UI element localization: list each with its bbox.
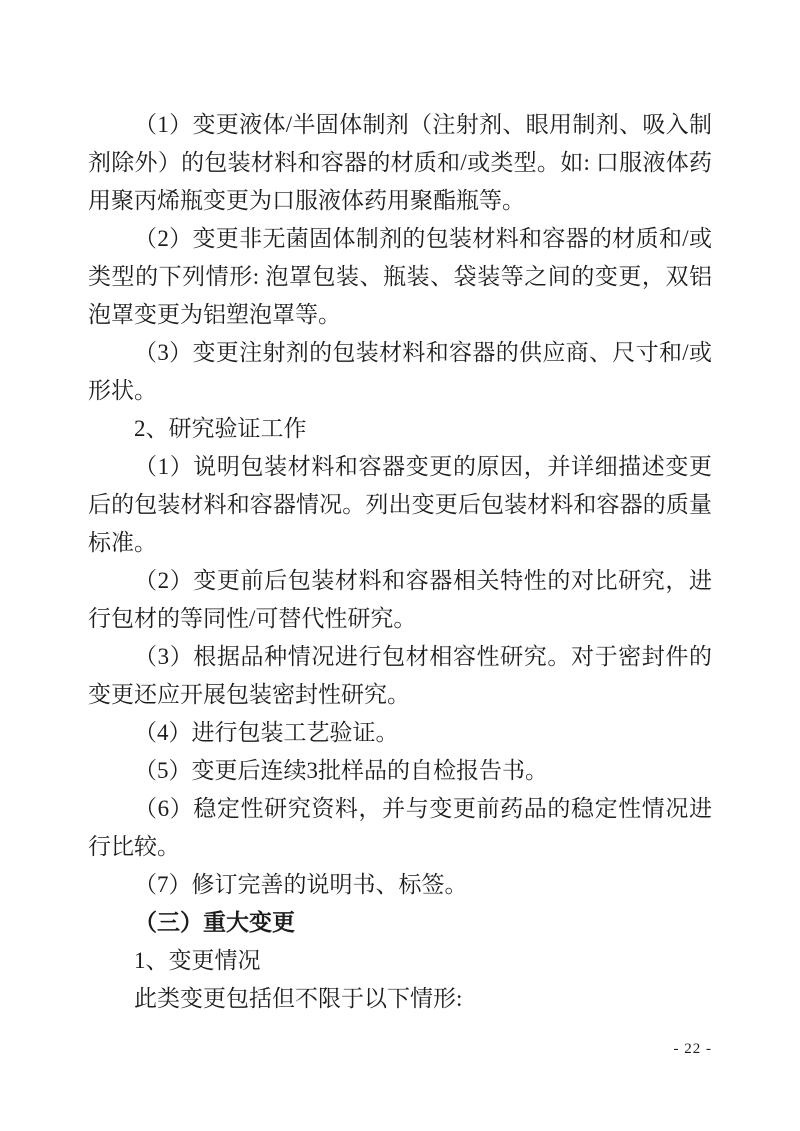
paragraph-research-3: （3）根据品种情况进行包材相容性研究。对于密封件的变更还应开展包装密封性研究。 (88, 644, 712, 707)
paragraph-item-2: （2）变更非无菌固体制剂的包装材料和容器的材质和/或类型的下列情形: 泡罩包装、瓶装、袋装等之间的变更，双铝泡罩变更为铝塑泡罩等。 (88, 226, 712, 327)
paragraph-numbered-2: 2、研究验证工作 (134, 416, 307, 441)
section-heading-major-change: （三）重大变更 (134, 910, 295, 935)
paragraph-research-7: （7）修订完善的说明书、标签。 (134, 872, 468, 897)
paragraph-item-3: （3）变更注射剂的包装材料和容器的供应商、尺寸和/或形状。 (88, 340, 712, 403)
paragraph-change-situation: 1、变更情况 (134, 948, 261, 973)
paragraph-research-2: （2）变更前后包装材料和容器相关特性的对比研究，进行包材的等同性/可替代性研究。 (88, 568, 712, 631)
paragraph-research-1: （1）说明包装材料和容器变更的原因，并详细描述变更后的包装材料和容器情况。列出变更后包装材料和容器的质量标准。 (88, 454, 712, 555)
paragraph-item-1: （1）变更液体/半固体制剂（注射剂、眼用制剂、吸入制剂除外）的包装材料和容器的材质和/或类型。如: 口服液体药用聚丙烯瓶变更为口服液体药用聚酯瓶等。 (88, 112, 712, 213)
paragraph-research-5: （5）变更后连续3批样品的自检报告书。 (134, 758, 548, 783)
paragraph-research-6: （6）稳定性研究资料，并与变更前药品的稳定性情况进行比较。 (88, 796, 712, 859)
page-number: - 22 - (673, 1041, 712, 1057)
paragraph-research-4: （4）进行包装工艺验证。 (134, 720, 399, 745)
document-content (88, 106, 712, 1018)
paragraph-change-scope: 此类变更包括但不限于以下情形: (134, 986, 463, 1011)
